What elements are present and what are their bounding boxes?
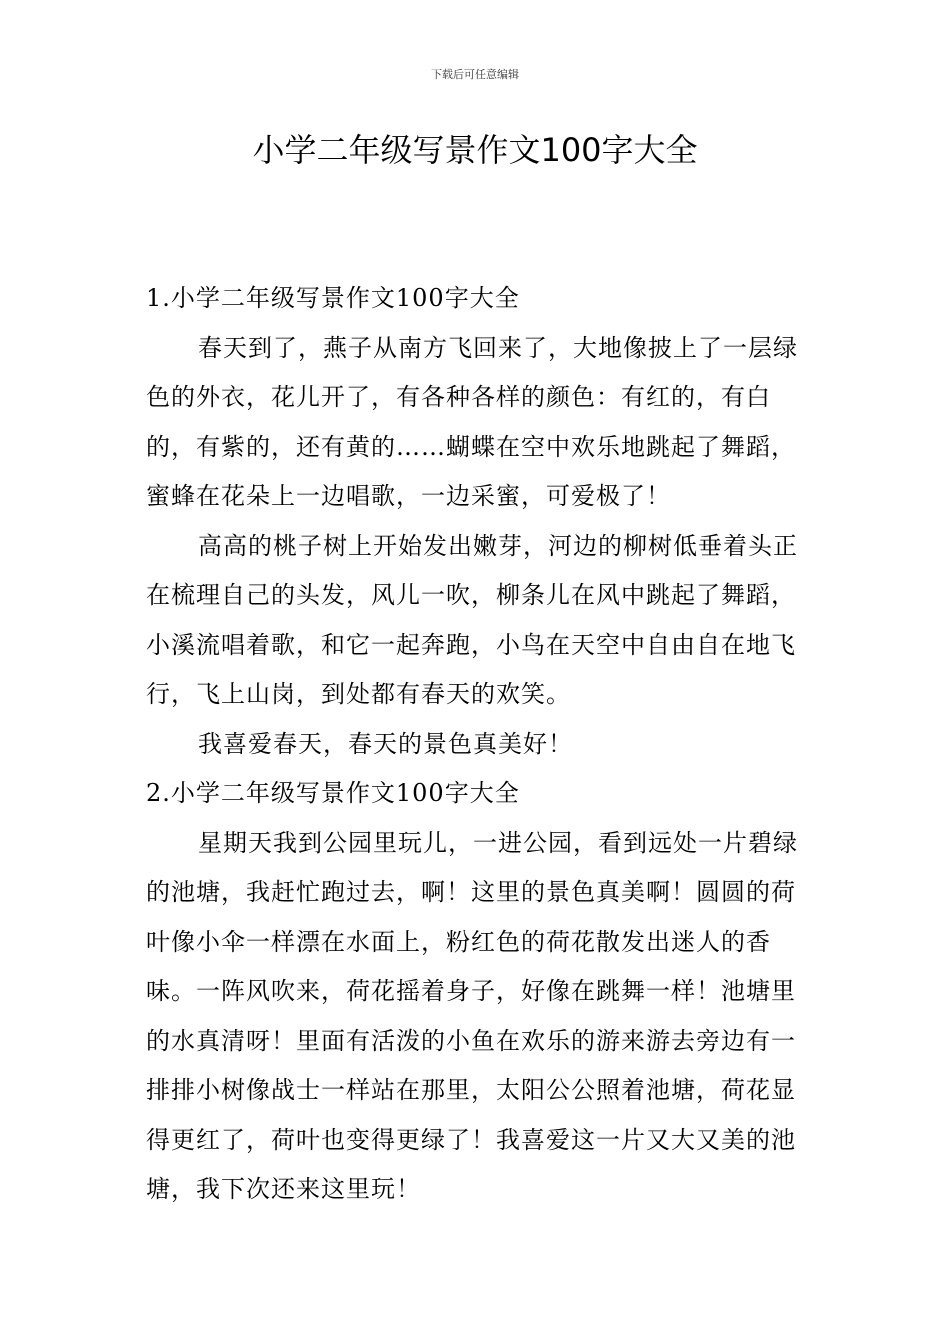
section-heading-1: 1.小学二年级写景作文100字大全	[146, 284, 520, 312]
section-1-paragraph-2: 高高的桃子树上开始发出嫩芽，河边的柳树低垂着头正在梳理自己的头发，风儿一吹，柳条儿在风中跳起了舞蹈，小溪流唱着歌，和它一起奔跑，小鸟在天空中自由自在地飞行，飞上山岗，到处都有春天的欢笑。	[146, 531, 798, 708]
section-1-paragraph-3: 我喜爱春天，春天的景色真美好！	[198, 729, 573, 758]
section-heading-2: 2.小学二年级写景作文100字大全	[146, 779, 520, 807]
document-body	[146, 274, 810, 1215]
section-2-paragraph-1: 星期天我到公园里玩儿，一进公园，看到远处一片碧绿的池塘，我赶忙跑过去，啊！这里的景色真美啊！圆圆的荷叶像小伞一样漂在水面上，粉红色的荷花散发出迷人的香味。一阵风吹来，荷花摇着身子，好像在跳舞一样！池塘里的水真清呀！里面有活泼的小鱼在欢乐的游来游去旁边有一排排小树像战士一样站在那里，太阳公公照着池塘，荷花显得更红了，荷叶也变得更绿了！我喜爱这一片又大又美的池塘，我下次还来这里玩！	[146, 828, 798, 1203]
section-1-paragraph-1: 春天到了，燕子从南方飞回来了，大地像披上了一层绿色的外衣，花儿开了，有各种各样的颜色：有红的，有白的，有紫的，还有黄的……蝴蝶在空中欢乐地跳起了舞蹈，蜜蜂在花朵上一边唱歌，一边采蜜，可爱极了！	[146, 333, 798, 510]
header-note: 下载后可任意编辑	[431, 68, 519, 81]
document-title: 小学二年级写景作文100字大全	[252, 131, 698, 169]
